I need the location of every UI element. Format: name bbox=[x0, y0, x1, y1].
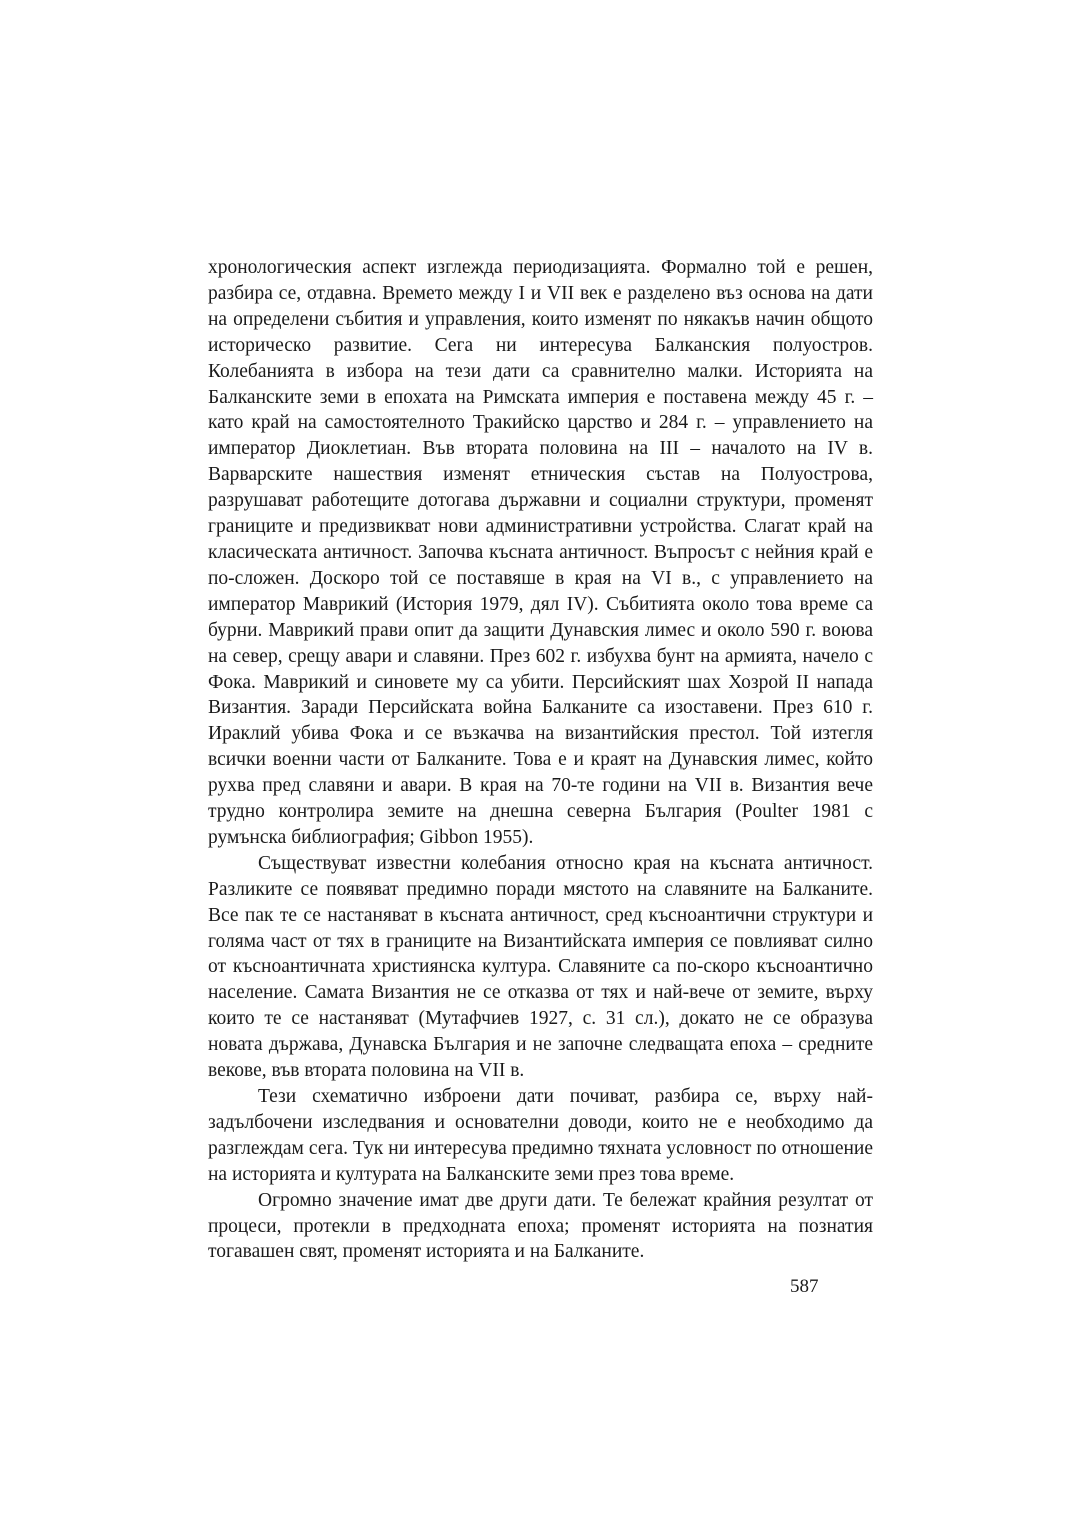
paragraph-3: Тези схематично изброени дати почиват, разбира се, върху най-задълбочени изследвания и основателни доводи, които не е необходимо да разглеждам сега. Тук ни интересува предимно тяхната условност по отношение на историята и културата на Балканските земи през това време. bbox=[208, 1086, 873, 1185]
paragraph-4: Огромно значение имат две други дати. Те бележат крайния резултат от процеси, протекли в предходната епоха; променят историята на познатия тогавашен свят, променят историята и на Балканите. bbox=[208, 1189, 873, 1263]
paragraph-2: Съществуват известни колебания относно края на късната античност. Разликите се появяват предимно поради мястото на славяните на Балканите. Все пак те се настаняват в късната античност, сред късноантични структури и голяма част от тях в границите на Византийската империя се повлияват силно от късноантичната християнска култура. Славяните са по-скоро късноантично население. Самата Византия не се отказва от тях и най-вече от земите, върху които те се настаняват (Мутафчиев 1927, с. 31 сл.), докато не се образува новата държава, Дунавска България и не започне следващата епоха – средните векове, във втората половина на VII в. bbox=[208, 852, 873, 1082]
page-number: 587 bbox=[790, 1276, 819, 1297]
paragraph-1: хронологическия аспект изглежда периодизацията. Формално той е решен, разбира се, отдавна. Времето между I и VII век е разделено въз основа на дати на определени събития и управления, които изменят по някакъв начин общото историческо развитие. Сега ни интересува Балканския полуостров. Колебанията в избора на тези дати са сравнително малки. Историята на Балканските земи в епохата на Римската империя е поставена между 45 г. – като край на самостоятелното Тракийско царство и 284 г. – управлението на император Диоклетиан. Във втората половина на III – началото на IV в. Варварските нашествия изменят етническия състав на Полуострова, разрушават работещите дотогава държавни и социални структури, променят границите и предизвикват нови административни устройства. Слагат край на класическата античност. Започва късната античност. Въпросът с нейния край е по-сложен. Доскоро той се поставяше в края на VI в., с управлението на император Маврикий (История 1979, дял IV). Събитията около това време са бурни. Маврикий прави опит да защити Дунавския лимес и около 590 г. воюва на север, срещу авари и славяни. През 602 г. избухва бунт на армията, начело с Фока. Маврикий и синовете му са убити. Персийският шах Хозрой II напада Византия. Заради Персийската война Балканите са изоставени. През 610 г. Ираклий убива Фока и се възкачва на византийския престол. Той изтегля всички военни части от Балканите. Това е и краят на Дунавския лимес, който рухва пред славяни и авари. В края на 70-те години на VII в. Византия вече трудно контролира земите на днешна северна България (Poulter 1981 с румънска библиография; Gibbon 1955). bbox=[208, 257, 873, 848]
body-text bbox=[208, 255, 873, 1265]
